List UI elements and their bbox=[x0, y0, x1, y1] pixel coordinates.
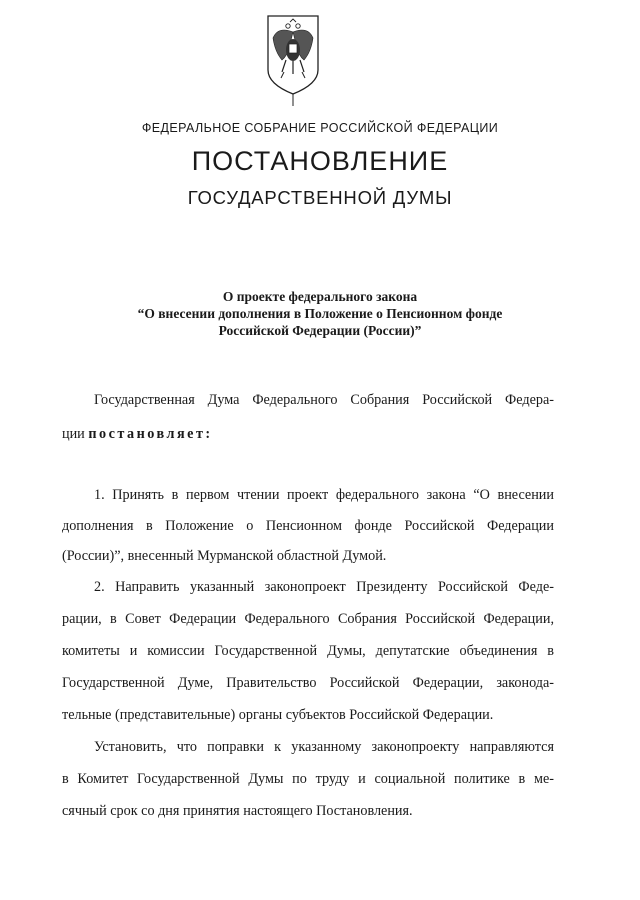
assembly-name: ФЕДЕРАЛЬНОЕ СОБРАНИЕ РОССИЙСКОЙ ФЕДЕРАЦИИ bbox=[141, 121, 499, 135]
item3-line: в Комитет Государственной Думы по труду и социальной политике в ме- bbox=[62, 771, 554, 787]
item2-line: рации, в Совет Федерации Федерального Собрания Российской Федерации, bbox=[62, 611, 554, 627]
subject-line: О проекте федерального закона bbox=[222, 289, 418, 304]
preamble-text: ции bbox=[62, 426, 85, 442]
item3-line: Установить, что поправки к указанному законопроекту направляются bbox=[94, 739, 554, 755]
document-title: ПОСТАНОВЛЕНИЕ bbox=[191, 146, 449, 176]
state-emblem-icon bbox=[264, 12, 322, 108]
item1-line: дополнения в Положение о Пенсионном фонде Российской Федерации bbox=[62, 518, 554, 534]
preamble-line: Государственная Дума Федерального Собрания Российской Федера- bbox=[94, 392, 554, 408]
item2-line: 2. Направить указанный законопроект Президенту Российской Феде- bbox=[94, 579, 554, 595]
document-subject bbox=[0, 288, 640, 339]
document-subtitle: ГОСУДАРСТВЕННОЙ ДУМЫ bbox=[187, 187, 453, 208]
subject-line: Российской Федерации (России)” bbox=[218, 323, 422, 338]
resolution-verb: постановляет: bbox=[88, 426, 213, 442]
item2-line: Государственной Думе, Правительство Российской Федерации, законода- bbox=[62, 675, 554, 691]
preamble-line bbox=[62, 426, 554, 443]
item1-line: (России)”, внесенный Мурманской областной Думой. bbox=[62, 548, 387, 564]
subject-line: “О внесении дополнения в Положение о Пенсионном фонде bbox=[137, 306, 503, 321]
item1-line: 1. Принять в первом чтении проект федерального закона “О внесении bbox=[94, 487, 554, 503]
item2-line: тельные (представительные) органы субъектов Российской Федерации. bbox=[62, 707, 494, 723]
item2-line: комитеты и комиссии Государственной Думы, депутатские объединения в bbox=[62, 643, 554, 659]
item3-line: сячный срок со дня принятия настоящего Постановления. bbox=[62, 803, 413, 819]
